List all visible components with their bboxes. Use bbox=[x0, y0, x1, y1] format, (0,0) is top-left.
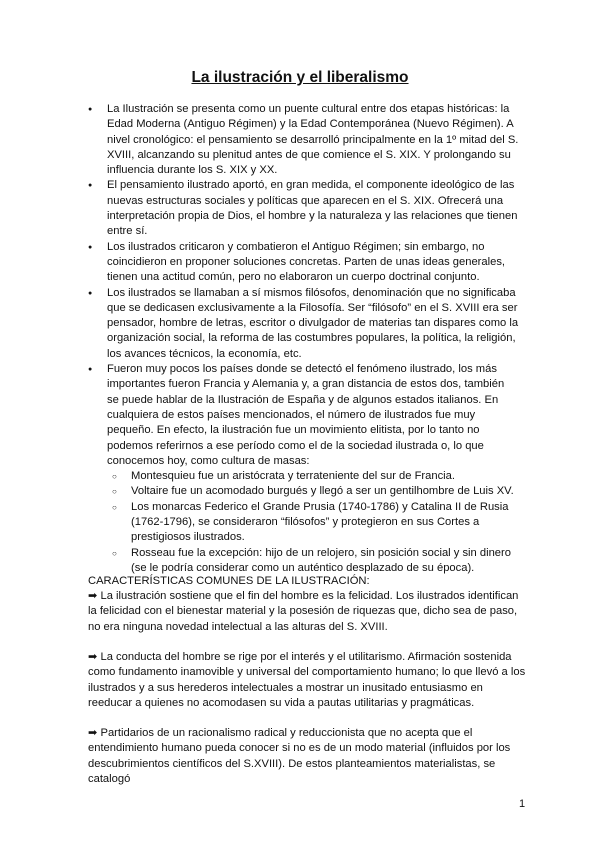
bullet-list bbox=[107, 102, 519, 576]
bullet-item-text: Fueron muy pocos los países donde se detectó el fenómeno ilustrado, los más importantes fueron Francia y Alemania y, a gran distancia de estos dos, también se puede hablar de la Ilustración de España y de algunos estados italianos. En cualquiera de estos países mencionados, el número de ilustrados fue muy pequeño. En efecto, la ilustración fue un movimiento elitista, por lo tanto no podemos referirnos a ese período como el de la sociedad ilustrada o, lo que conocemos hoy, como cultura de masas: bbox=[107, 363, 505, 467]
bullet-item: ● Los ilustrados criticaron y combatieron el Antiguo Régimen; sin embargo, no coincidieron en proponer soluciones concretas. Parten de unas ideas generales, tienen una actitud común, pero no elaboraron un cuerpo doctrinal conjunto. bbox=[107, 240, 519, 286]
sub-bullet-item: ○ Rosseau fue la excepción: hijo de un relojero, sin posición social y sin dinero (se le podría considerar como un auténtico desplazado de su época). bbox=[131, 546, 519, 577]
sub-bullet-list bbox=[107, 469, 519, 576]
page-number: 1 bbox=[519, 798, 526, 810]
bullet-item: ● La Ilustración se presenta como un puente cultural entre dos etapas históricas: la Edad Moderna (Antiguo Régimen) y la Edad Contemporánea (Nuevo Régimen). A nivel cronológico: el pensamiento se desarrolló principalmente en la 1º mitad del S. XVIII, alcanzando su plenitud antes de que comience el S. XIX. Y prolongando su influencia durante los S. XIX y XX. bbox=[107, 102, 519, 178]
bullet-item-with-sublist bbox=[107, 362, 519, 576]
sub-bullet-item: ○ Voltaire fue un acomodado burgués y llegó a ser un gentilhombre de Luis XV. bbox=[131, 484, 519, 499]
paragraph: ➡ La conducta del hombre se rige por el interés y el utilitarismo. Afirmación sostenida como fundamento inamovible y universal del comportamiento humano; lo que llevó a los ilustrados y a sus herederos intelectuales a mostrar un inusitado entusiasmo en reeducar a quienes no acomodasen su vida a pautas utilitarias y pragmáticas. bbox=[88, 651, 526, 709]
bullet-item: ● El pensamiento ilustrado aportó, en gran medida, el componente ideológico de las nuevas estructuras sociales y políticas que aparecen en el S. XIX. Ofrecerá una interpretación propia de Dios, el hombre y la naturaleza y las relaciones que tienen entre sí. bbox=[107, 178, 519, 239]
bullet-item: ● Los ilustrados se llamaban a sí mismos filósofos, denominación que no significaba que se dedicasen exclusivamente a la Filosofía. Ser “filósofo” en el S. XVIII era ser pensador, hombre de letras, escritor o divulgador de materias tan dispares como la organización social, la reforma de las costumbres populares, la política, la religión, los avances técnicos, la economía, etc. bbox=[107, 286, 519, 362]
paragraph: ➡ La ilustración sostiene que el fin del hombre es la felicidad. Los ilustrados identifican la felicidad con el bienestar material y la posesión de riquezas que, dicho sea de paso, no era ninguna novedad intelectual a las alturas del S. XVIII. bbox=[88, 590, 519, 633]
sub-bullet-item: ○ Los monarcas Federico el Grande Prusia (1740-1786) y Catalina II de Rusia (1762-1796), se consideraron “filósofos” y protegieron en sus Cortes a prestigiosos ilustrados. bbox=[131, 500, 519, 546]
paragraph: ➡ Partidarios de un racionalismo radical y reduccionista que no acepta que el entendimiento humano pueda conocer si no es de un modo material (influidos por los descubrimientos científicos del S.XVIII). De estos planteamientos materialistas, se catalogó bbox=[88, 727, 511, 785]
page-title: La ilustración y el liberalismo bbox=[191, 69, 409, 86]
section-heading: CARACTERÍSTICAS COMUNES DE LA ILUSTRACIÓN: bbox=[88, 575, 370, 587]
sub-bullet-item: ○ Montesquieu fue un aristócrata y terrateniente del sur de Francia. bbox=[131, 469, 519, 484]
